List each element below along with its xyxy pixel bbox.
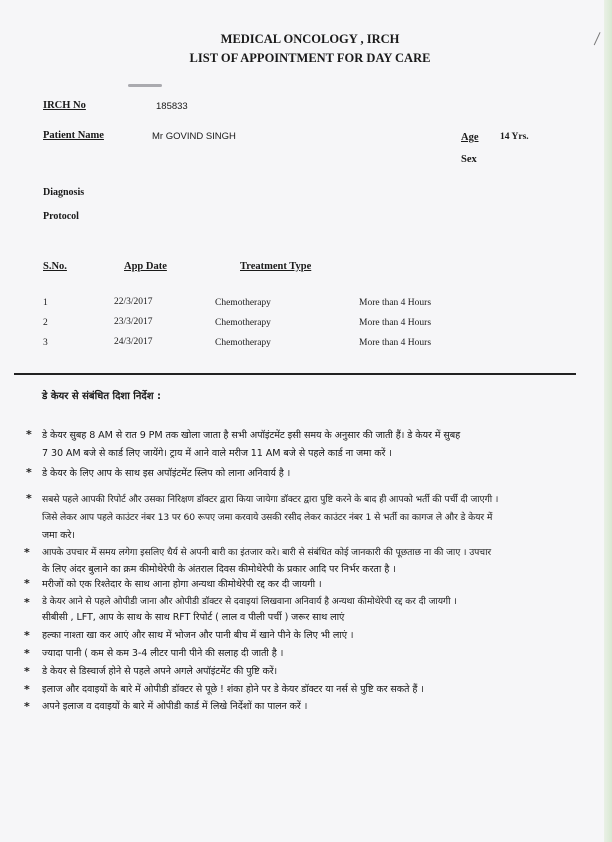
instruction-line: ज्यादा पानी ( कम से कम 3-4 लीटर पानी पीने की सलाह दी जाती है ।	[42, 648, 284, 659]
bullet-icon: *	[24, 596, 30, 609]
age-value: 14 Yrs.	[500, 132, 529, 142]
sex-label: Sex	[461, 154, 477, 165]
age-label: Age	[461, 132, 479, 143]
instruction-line: जमा करे।	[42, 530, 75, 541]
instruction-line: सबसे पहले आपकी रिपोर्ट और उसका निरिक्षण डॉक्टर द्वारा किया जायेगा डॉक्टर द्वारा पुष्टि करने के बाद ही आपको भर्ती की पर्ची दी जाएगी ।	[42, 494, 499, 505]
irch-value: 185833	[156, 101, 188, 112]
instruction-line: जिसे लेकर आप पहले काउंटर नंबर 13 पर 60 रूपए जमा करवाये उसकी रसीद लेकर काउंटर नंबर 1 से भर्ती का कागज ले और डे केयर में	[42, 512, 493, 523]
row-sno: 3	[43, 338, 48, 348]
instructions-heading: डे केयर से संबंधित दिशा निर्देश :	[42, 391, 162, 402]
col-header-date: App Date	[124, 261, 167, 272]
bullet-icon: *	[26, 492, 32, 505]
section-divider	[14, 373, 576, 375]
col-header-sno: S.No.	[43, 261, 67, 272]
irch-label: IRCH No	[43, 100, 86, 111]
instruction-line: इलाज और दवाइयों के बारे में ओपीडी डॉक्टर से पूछे ! शंका होने पर डे केयर डॉक्टर या नर्स से पुष्टि कर सकते हैं ।	[42, 684, 424, 695]
row-date: 24/3/2017	[114, 337, 153, 347]
bullet-icon: *	[24, 629, 30, 642]
row-date: 22/3/2017	[114, 297, 153, 307]
row-sno: 1	[43, 298, 48, 308]
bullet-icon: *	[26, 466, 32, 479]
bullet-icon: *	[24, 665, 30, 678]
instruction-line: अपने इलाज व दवाइयों के बारे में ओपीडी कार्ड में लिखे निर्देशों का पालन करें ।	[42, 701, 308, 712]
patient-name-label: Patient Name	[43, 130, 104, 141]
instruction-line: के लिए अंदर बुलाने का क्रम कीमोथेरेपी के अंतराल दिवस कीमोथेरेपी के प्रकार आदि पर निर्भर करता है ।	[42, 564, 396, 575]
instruction-line: डे केयर से डिस्चार्ज होने से पहले अपने अगले अपॉइंटमेंट की पुष्टि करें।	[42, 666, 278, 677]
diagnosis-label: Diagnosis	[43, 187, 85, 198]
protocol-label: Protocol	[43, 211, 79, 222]
row-treatment: Chemotherapy	[215, 298, 271, 308]
bullet-icon: *	[24, 700, 30, 713]
instruction-line: डे केयर सुबह 8 AM से रात 9 PM तक खोला जाता है सभी अपॉइंटमेंट इसी समय के अनुसार की जाती हैं। डे केयर में सुबह	[42, 430, 461, 441]
col-header-treatment: Treatment Type	[240, 261, 312, 272]
instruction-line: 7 30 AM बजे से कार्ड लिए जायेंगे। ट्राय में आने वाले मरीज 11 AM बजे से पहले कार्ड ना जमा करें ।	[42, 448, 392, 459]
instruction-line: आपके उपचार में समय लगेगा इसलिए धैर्य से अपनी बारी का इंतजार करे। बारी से संबंधित कोई जानकारी की पूछताछ ना की जाए । उपचार	[42, 547, 492, 558]
bullet-icon: *	[26, 428, 32, 441]
document-title: MEDICAL ONCOLOGY , IRCH	[220, 32, 400, 46]
bullet-icon: *	[24, 683, 30, 696]
row-duration: More than 4 Hours	[359, 318, 432, 328]
bullet-icon: *	[24, 546, 30, 559]
row-treatment: Chemotherapy	[215, 338, 271, 348]
page-edge	[604, 0, 612, 842]
bullet-icon: *	[24, 577, 30, 590]
patient-name-value: Mr GOVIND SINGH	[152, 131, 236, 142]
instruction-line: सीबीसी , LFT, आप के साथ के साथ RFT रिपोर्ट ( लाल व पीली पर्ची ) जरूर साथ लाएं	[42, 612, 345, 623]
row-sno: 2	[43, 318, 48, 328]
row-treatment: Chemotherapy	[215, 318, 271, 328]
instruction-line: डे केयर आने से पहले ओपीडी जाना और ओपीडी डॉक्टर से दवाइयां लिखवाना अनिवार्य है अन्यथा कीमोथेरेपी रद्द कर दी जायगी ।	[42, 596, 457, 607]
row-duration: More than 4 Hours	[359, 298, 432, 308]
instruction-line: हल्का नाश्ता खा कर आएं और साथ में भोजन और पानी बीच में खाने पीने के लिए भी लाएं ।	[42, 630, 354, 641]
row-duration: More than 4 Hours	[359, 338, 432, 348]
document-subtitle: LIST OF APPOINTMENT FOR DAY CARE	[189, 51, 431, 65]
row-date: 23/3/2017	[114, 317, 153, 327]
instruction-line: मरीजों को एक रिश्तेदार के साथ आना होगा अन्यथा कीमोथेरेपी रद्द कर दी जायगी ।	[42, 579, 322, 590]
scan-smudge	[128, 84, 162, 87]
bullet-icon: *	[24, 647, 30, 660]
instruction-line: डे केयर के लिए आप के साथ इस अपॉइंटमेंट स्लिप को लाना अनिवार्य है ।	[42, 468, 291, 479]
